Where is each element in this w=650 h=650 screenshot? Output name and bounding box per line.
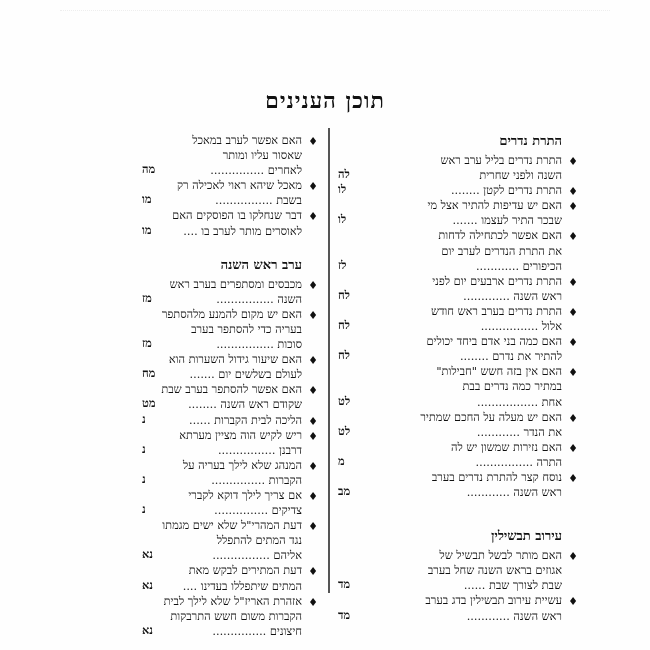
- page-number: נא: [142, 622, 153, 637]
- entry-text-line: האם נזירות שמשון יש לה: [450, 440, 562, 454]
- entry-text-line: אזהרת האריז"ל שלא לילך לבית: [163, 594, 302, 608]
- section-spacer: [338, 500, 580, 528]
- entry-text-line: שקודם ראש השנה ........: [188, 398, 302, 412]
- toc-entry: [338, 470, 580, 500]
- diamond-bullet-icon: ♦: [308, 565, 318, 579]
- diamond-bullet-icon: ♦: [568, 200, 578, 214]
- page-number: לה: [338, 167, 350, 182]
- section-heading: ערב ראש השנה: [220, 257, 302, 273]
- entry-text-line: דעת המהרי"ל שלא ישים מגמתו: [162, 519, 302, 533]
- diamond-bullet-icon: ♦: [308, 384, 318, 398]
- entry-text-line: בעריה כדי להסתפר בערב: [191, 322, 302, 336]
- entry-text-line: חיצונים ...............: [212, 624, 302, 638]
- diamond-bullet-icon: ♦: [568, 471, 578, 485]
- entry-text-line: הקברות משום חשש התרבקות: [170, 609, 302, 623]
- page-number: לח: [338, 318, 350, 333]
- entry-text-line: במתיר כמה נדרים בבת: [462, 380, 562, 394]
- page-number: מה: [142, 162, 156, 177]
- page-number: נא: [142, 577, 153, 592]
- entry-text-line: האם יש מקום להמנע מלהסתפר: [161, 307, 302, 321]
- page-number: נ: [142, 471, 146, 486]
- entry-text-line: ראש השנה .............: [463, 289, 562, 303]
- entry-text-line: האם אפשר לערב במאכל: [192, 134, 302, 147]
- diamond-bullet-icon: ♦: [568, 595, 578, 609]
- entry-text-line: אם צריך לילך דוקא לקברי: [188, 488, 302, 502]
- diamond-bullet-icon: ♦: [568, 185, 578, 199]
- entry-text-line: דבר שנחלקו בו הפוסקים האם: [172, 209, 302, 223]
- entry-text-line: האם שיעור גידול השערות הוא: [168, 353, 302, 367]
- diamond-bullet-icon: ♦: [568, 336, 578, 350]
- entry-text-line: הכיפורים ............: [475, 259, 562, 273]
- toc-entry: [142, 277, 320, 307]
- page-number: מד: [338, 577, 351, 592]
- toc-entry: [338, 593, 580, 623]
- entry-text-line: האם אפשר להסתפר בערב שבת: [161, 383, 302, 397]
- toc-entry: [142, 382, 320, 412]
- diamond-bullet-icon: ♦: [568, 441, 578, 455]
- entry-text-line: דרבנן ................: [217, 443, 302, 457]
- diamond-bullet-icon: ♦: [308, 278, 318, 292]
- entry-text-line: שבכר התיר לעצמו .......: [452, 214, 562, 228]
- column-divider: [328, 128, 330, 593]
- diamond-bullet-icon: ♦: [568, 411, 578, 425]
- page-title: תוכן הענינים: [265, 88, 385, 114]
- diamond-bullet-icon: ♦: [308, 308, 318, 322]
- page-number: מב: [338, 484, 351, 499]
- entry-text-line: ריש לקיש הוה מציין מערתא: [179, 428, 302, 442]
- entry-text-line: המנהג שלא לילך בעריה על: [182, 458, 302, 472]
- toc-entry: [338, 304, 580, 334]
- page-number: נ: [142, 502, 146, 517]
- entry-text-line: סוכות ................: [216, 338, 302, 352]
- entry-text-line: שבת לצורך שבת ......: [463, 579, 562, 593]
- page-number: מח: [142, 366, 156, 381]
- diamond-bullet-icon: ♦: [308, 595, 318, 609]
- toc-entry: [338, 228, 580, 273]
- entry-text-line: האם מותר לבשל תבשיל של: [439, 549, 562, 563]
- entry-text-line: המתים שיתפללו בעדינו ....: [182, 579, 302, 593]
- toc-entry: [142, 352, 320, 382]
- diamond-bullet-icon: ♦: [568, 550, 578, 564]
- diamond-bullet-icon: ♦: [568, 366, 578, 380]
- toc-entry: [142, 133, 320, 178]
- toc-entry: [338, 364, 580, 409]
- page-number: לט: [338, 393, 351, 408]
- entry-text-line: ראש השנה ............: [466, 486, 562, 500]
- entry-text-line: אליהם ................: [212, 549, 302, 563]
- toc-entry: [338, 548, 580, 593]
- toc-entry: [338, 153, 580, 183]
- page-number: לו: [338, 182, 347, 197]
- toc-entry: [338, 440, 580, 470]
- entry-text-line: את התרת הנדרים לערב יום: [441, 244, 562, 258]
- entry-text-line: הקברות ...............: [211, 473, 302, 487]
- diamond-bullet-icon: ♦: [568, 155, 578, 168]
- diamond-bullet-icon: ♦: [308, 489, 318, 503]
- diamond-bullet-icon: ♦: [308, 210, 318, 224]
- page-number: נ: [142, 411, 146, 426]
- toc-left-column: [142, 133, 320, 639]
- section-heading: התרת נדרים: [499, 134, 562, 149]
- toc-entry: [142, 563, 320, 593]
- diamond-bullet-icon: ♦: [308, 520, 318, 534]
- entry-text-line: להתיר את נדרם ........: [459, 350, 562, 364]
- page-number: מ: [338, 453, 345, 468]
- entry-text-line: מאכל שיהא ראוי לאכילה רק: [177, 179, 302, 193]
- toc-right-column: [338, 133, 580, 624]
- toc-entry: [142, 307, 320, 352]
- toc-entry: [142, 488, 320, 518]
- page-number: מד: [338, 607, 351, 622]
- diamond-bullet-icon: ♦: [568, 230, 578, 244]
- entry-text-line: לעולם בשלשים יום .......: [189, 368, 302, 382]
- page-number: לט: [338, 423, 351, 438]
- entry-text-line: האם אין בזה חשש "חבילות": [436, 365, 562, 379]
- toc-entry: [338, 334, 580, 364]
- toc-entry: [142, 428, 320, 458]
- page-number: לז: [338, 257, 347, 272]
- entry-text-line: לאחרים ...............: [210, 164, 302, 178]
- entry-text-line: לאוסרים מותר לערב בו ....: [183, 224, 302, 238]
- entry-text-line: אגוזים בראש השנה שחל בערב: [427, 564, 562, 578]
- page-number: לח: [338, 287, 350, 302]
- toc-entry: [142, 208, 320, 238]
- entry-text-line: הליכה לבית הקברות ......: [189, 413, 302, 427]
- diamond-bullet-icon: ♦: [308, 459, 318, 473]
- toc-entry: [338, 198, 580, 228]
- section-heading: עירוב תבשילין: [491, 529, 562, 545]
- entry-text-line: אלול ................: [480, 320, 562, 334]
- entry-text-line: התרת נדרים בליל ערב ראש: [440, 154, 562, 167]
- toc-entry: [142, 178, 320, 208]
- diamond-bullet-icon: ♦: [308, 429, 318, 443]
- page-number: נא: [142, 547, 153, 562]
- diamond-bullet-icon: ♦: [308, 135, 318, 148]
- entry-text-line: בשבת ................: [215, 194, 302, 208]
- entry-text-line: השנה ולפני שחרית: [479, 169, 562, 183]
- diamond-bullet-icon: ♦: [568, 305, 578, 319]
- diamond-bullet-icon: ♦: [308, 414, 318, 428]
- entry-text-line: התרה ................: [475, 455, 562, 469]
- entry-text-line: אחת .................: [477, 395, 562, 409]
- toc-entry: [142, 413, 320, 428]
- bleed-through-noise: [60, 10, 610, 27]
- page-number: לח: [338, 348, 350, 363]
- entry-text-line: נגד המתים להתפלל: [216, 534, 302, 548]
- toc-entry: [142, 594, 320, 639]
- toc-entry: [142, 458, 320, 488]
- entry-text-line: התרת נדרים בערב ראש חודש: [430, 304, 562, 318]
- diamond-bullet-icon: ♦: [308, 180, 318, 194]
- section-spacer: [142, 239, 320, 257]
- toc-entry: [338, 410, 580, 440]
- entry-text-line: התרת נדרים ארבעים יום לפני: [432, 274, 562, 288]
- entry-text-line: צדיקים ...............: [214, 504, 302, 518]
- entry-text-line: את הנדר ............: [476, 425, 562, 439]
- entry-text-line: השנה ................: [216, 292, 302, 306]
- page-number: מז: [142, 290, 152, 305]
- page-number: מט: [142, 396, 156, 411]
- toc-entry: [142, 518, 320, 563]
- entry-text-line: שאסור עליו ומותר: [222, 149, 302, 163]
- entry-text-line: התרת נדרים לקטן ........: [450, 184, 562, 198]
- page-number: לו: [338, 212, 347, 227]
- toc-entry: [338, 274, 580, 304]
- entry-text-line: עשיית עירוב תבשילין בדג בערב: [425, 594, 562, 608]
- entry-text-line: דעת המתירים לבקש מאת: [188, 564, 302, 578]
- toc-entry: [338, 183, 580, 198]
- page-number: מו: [142, 192, 152, 207]
- entry-text-line: האם יש מעלה על החכם שמתיר: [420, 410, 562, 424]
- entry-text-line: מכבסים ומסתפרים בערב ראש: [169, 277, 302, 291]
- entry-text-line: האם אפשר לכתחילה לדחות: [438, 229, 562, 243]
- page-number: נ: [142, 441, 146, 456]
- page-number: מו: [142, 222, 152, 237]
- entry-text-line: האם כמה בני אדם ביחד יכולים: [426, 335, 562, 349]
- diamond-bullet-icon: ♦: [308, 354, 318, 368]
- entry-text-line: נוסח קצר להתרת נדרים בערב: [431, 470, 562, 484]
- diamond-bullet-icon: ♦: [568, 275, 578, 289]
- entry-text-line: ראש השנה ............: [466, 609, 562, 623]
- page-number: מז: [142, 336, 152, 351]
- entry-text-line: האם יש עדיפות להתיר אצל מי: [427, 199, 562, 213]
